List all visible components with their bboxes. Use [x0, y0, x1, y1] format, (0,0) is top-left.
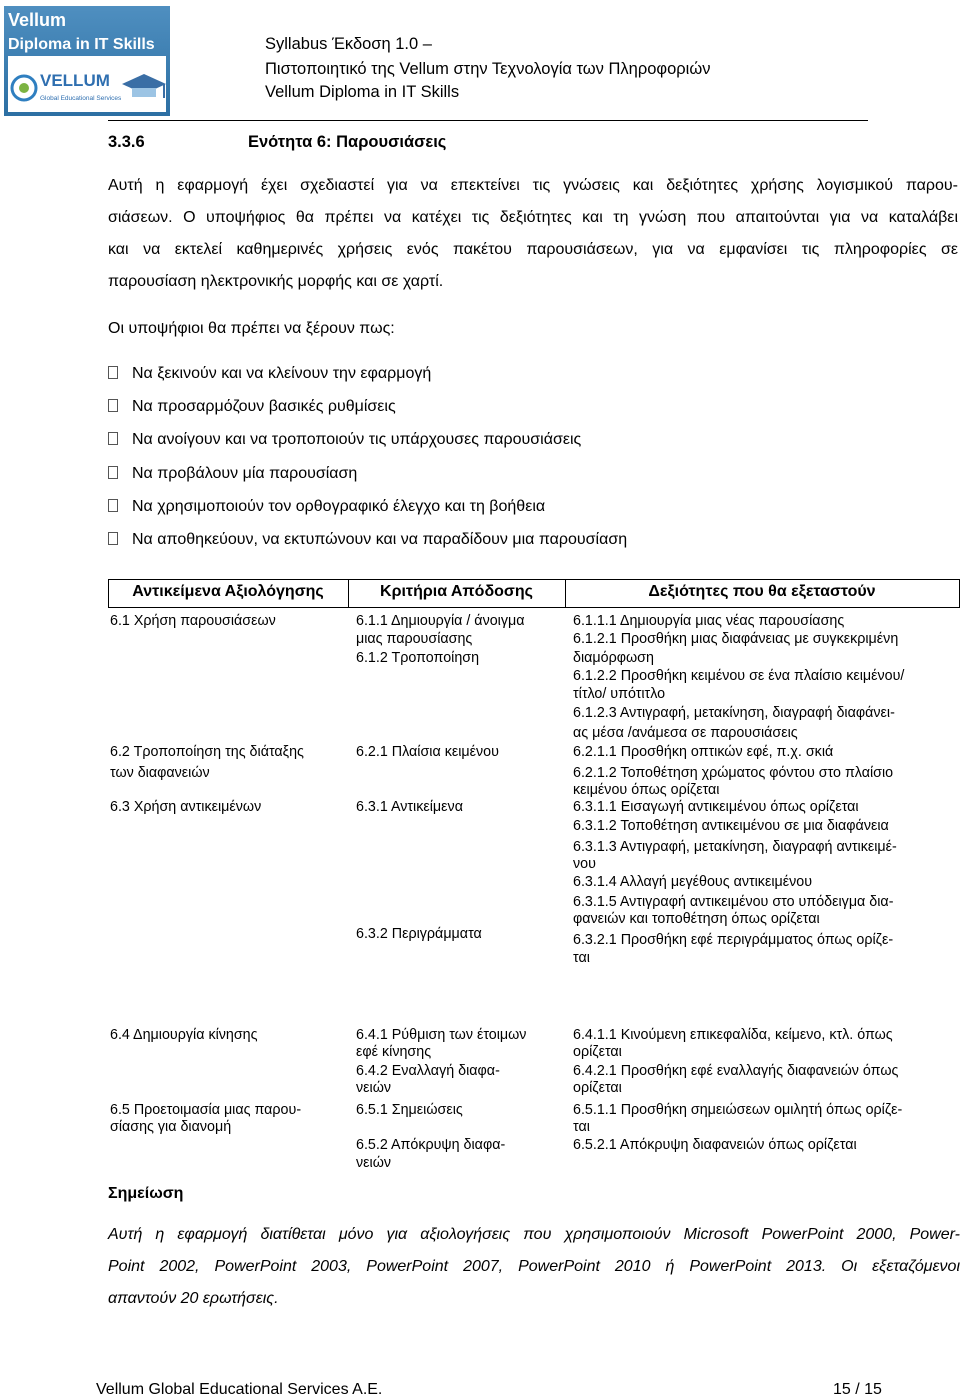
intro-line: σιάσεων. Ο υποψήφιος θα πρέπει να κατέχει τις δεξιότητες και τη γνώση που απαιτούνται για να καταλάβει: [108, 209, 958, 226]
table-cell: μιας παρουσίασης: [356, 631, 473, 647]
table-cell: 6.3.1.5 Αντιγραφή αντικειμένου στο υπόδειγμα δια-: [573, 894, 894, 910]
intro-line: παρουσίαση ηλεκτρονικής μορφής και σε χαρτί.: [108, 273, 444, 290]
table-cell: 6.4.1 Ρύθμιση των έτοιμων: [356, 1027, 527, 1043]
table-cell: 6.1 Χρήση παρουσιάσεων: [110, 613, 276, 629]
table-cell: φανειών και τοποθέτηση όπως ορίζεται: [573, 911, 820, 927]
checkbox-bullet-icon: [108, 532, 118, 545]
table-cell: νου: [573, 856, 596, 872]
table-cell: 6.3.1.3 Αντιγραφή, μετακίνηση, διαγραφή αντικειμέ-: [573, 839, 897, 855]
header-syllabus: Syllabus Έκδοση 1.0 –: [265, 35, 432, 53]
table-header-criteria: Κριτήρια Απόδοσης: [380, 583, 533, 600]
table-cell: 6.1.1 Δημιουργία / άνοιγμα: [356, 613, 525, 629]
candidates-intro: Οι υποψήφιοι θα πρέπει να ξέρουν πως:: [108, 320, 395, 337]
table-header-skills: Δεξιότητες που θα εξεταστούν: [648, 583, 876, 600]
table-cell: 6.2.1.2 Τοποθέτηση χρώματος φόντου στο πλαίσιο: [573, 765, 894, 781]
bullet-item: Να ανοίγουν και να τροποποιούν τις υπάρχουσες παρουσιάσεις: [108, 431, 581, 449]
table-cell: 6.5.1 Σημειώσεις: [356, 1102, 463, 1118]
table-cell: εφέ κίνησης: [356, 1044, 432, 1060]
checkbox-bullet-icon: [108, 499, 118, 512]
section-title: Ενότητα 6: Παρουσιάσεις: [248, 133, 447, 151]
table-cell: 6.1.1.1 Δημιουργία μιας νέας παρουσίασης: [573, 613, 845, 629]
table-cell: 6.3.1 Αντικείμενα: [356, 799, 463, 815]
table-cell: 6.4.2 Εναλλαγή διαφα-: [356, 1063, 500, 1079]
logo-brand: VELLUM: [40, 71, 110, 90]
table-cell: νειών: [356, 1080, 392, 1096]
table-cell: 6.4.1.1 Κινούμενη επικεφαλίδα, κείμενο, κτλ. όπως: [573, 1027, 893, 1043]
note-title: Σημείωση: [108, 1185, 184, 1202]
checkbox-bullet-icon: [108, 366, 118, 379]
bullet-item: Να αποθηκεύουν, να εκτυπώνουν και να παραδίδουν μια παρουσίαση: [108, 531, 627, 549]
table-cell: των διαφανειών: [110, 765, 210, 781]
table-cell: 6.4.2.1 Προσθήκη εφέ εναλλαγής διαφανειών όπως: [573, 1063, 899, 1079]
note-line: απαντούν 20 ερωτήσεις.: [108, 1290, 279, 1307]
checkbox-bullet-icon: [108, 466, 118, 479]
checkbox-bullet-icon: [108, 399, 118, 412]
note-paragraph: [108, 1219, 960, 1315]
logo-line2: Diploma in IT Skills: [8, 36, 155, 53]
logo-sub: Global Educational Services: [40, 95, 122, 102]
table-cell: 6.5.2 Απόκρυψη διαφα-: [356, 1137, 506, 1153]
vellum-logo: [4, 6, 170, 116]
intro-paragraph: [108, 170, 958, 298]
header-divider: [108, 120, 868, 121]
table-cell: ται: [573, 950, 590, 966]
bullet-item: Να χρησιμοποιούν τον ορθογραφικό έλεγχο και τη βοήθεια: [108, 498, 545, 516]
table-cell: 6.3.1.1 Εισαγωγή αντικειμένου όπως ορίζεται: [573, 799, 859, 815]
note-line: Αυτή η εφαρμογή διατίθεται μόνο για αξιολογήσεις που χρησιμοποιούν Microsoft PowerPoint 2000, Power-: [108, 1226, 960, 1243]
table-cell: διαμόρφωση: [573, 650, 654, 666]
checkbox-bullet-icon: [108, 432, 118, 445]
table-cell: 6.3.2.1 Προσθήκη εφέ περιγράμματος όπως ορίζε-: [573, 932, 894, 948]
table-cell: 6.5.2.1 Απόκρυψη διαφανειών όπως ορίζεται: [573, 1137, 857, 1153]
table-cell: ας μέσα /ανάμεσα σε παρουσιάσεις: [573, 725, 798, 741]
table-cell: ορίζεται: [573, 1080, 622, 1096]
table-cell: 6.2.1 Πλαίσια κειμένου: [356, 744, 499, 760]
assessment-table: [108, 579, 960, 1185]
bullet-item: Να προβάλουν μία παρουσίαση: [108, 465, 357, 483]
table-cell: νειών: [356, 1155, 392, 1171]
footer-page-number: 15 / 15: [833, 1381, 882, 1398]
section-number: 3.3.6: [108, 133, 145, 151]
header-certificate: Πιστοποιητικό της Vellum στην Τεχνολογία των Πληροφοριών: [265, 60, 711, 78]
footer-company: Vellum Global Educational Services A.E.: [96, 1381, 383, 1398]
table-cell: 6.2 Τροποποίηση της διάταξης: [110, 744, 304, 760]
table-cell: 6.5.1.1 Προσθήκη σημειώσεων ομιλητή όπως ορίζε-: [573, 1102, 903, 1118]
table-cell: 6.1.2.1 Προσθήκη μιας διαφάνειας με συγκεκριμένη: [573, 631, 899, 647]
table-cell: 6.1.2.3 Αντιγραφή, μετακίνηση, διαγραφή διαφάνει-: [573, 705, 895, 721]
table-cell: σίασης για διανομή: [110, 1119, 232, 1135]
table-cell: 6.2.1.1 Προσθήκη οπτικών εφέ, π.χ. σκιά: [573, 744, 834, 760]
intro-line: Αυτή η εφαρμογή έχει σχεδιαστεί για να επεκτείνει τις γνώσεις και δεξιότητες χρήσης λογισμικού παρου-: [108, 177, 958, 194]
header-diploma: Vellum Diploma in IT Skills: [265, 83, 460, 101]
table-cell: 6.4 Δημιουργία κίνησης: [110, 1027, 258, 1043]
table-cell: 6.3.1.4 Αλλαγή μεγέθους αντικειμένου: [573, 874, 813, 890]
bullet-item: Να προσαρμόζουν βασικές ρυθμίσεις: [108, 398, 396, 416]
table-header-objectives: Αντικείμενα Αξιολόγησης: [132, 583, 324, 600]
table-cell: 6.1.2.2 Προσθήκη κειμένου σε ένα πλαίσιο κειμένου/: [573, 668, 905, 684]
logo-line1: Vellum: [8, 10, 67, 30]
table-cell: ται: [573, 1119, 590, 1135]
table-cell: 6.3.2 Περιγράμματα: [356, 926, 482, 942]
note-line: Point 2002, PowerPoint 2003, PowerPoint 2007, PowerPoint 2010 ή PowerPoint 2013. Οι εξεταζόμενοι: [108, 1258, 960, 1275]
table-cell: 6.1.2 Τροποποίηση: [356, 650, 480, 666]
table-cell: 6.3 Χρήση αντικειμένων: [110, 799, 262, 815]
table-cell: κειμένου όπως ορίζεται: [573, 782, 720, 798]
table-cell: 6.3.1.2 Τοποθέτηση αντικειμένου σε μια διαφάνεια: [573, 818, 889, 834]
intro-line: και να εκτελεί καθημερινές χρήσεις ενός πακέτου παρουσιάσεων, για να εμφανίσει τις πληροφορίες σε: [108, 241, 958, 258]
table-cell: τίτλο/ υπότιτλο: [573, 686, 666, 702]
table-cell: 6.5 Προετοιμασία μιας παρου-: [110, 1102, 302, 1118]
table-cell: ορίζεται: [573, 1044, 622, 1060]
bullet-item: Να ξεκινούν και να κλείνουν την εφαρμογή: [108, 365, 431, 383]
